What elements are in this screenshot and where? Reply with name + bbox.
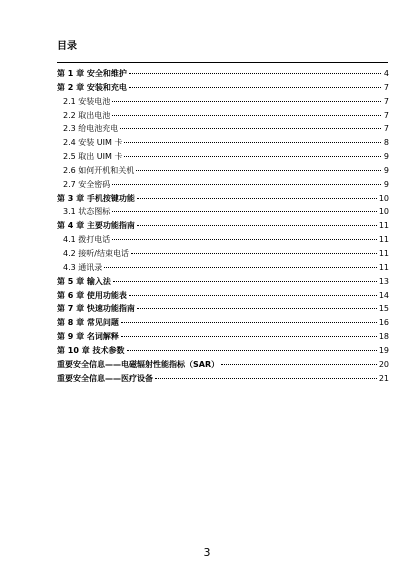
toc-entry-label: 第 3 章 手机按键功能 <box>57 193 135 203</box>
toc-chapter-entry <box>57 289 389 303</box>
toc-leader-dots <box>112 115 381 116</box>
toc-entry-label: 4.3 通讯录 <box>63 262 103 272</box>
toc-leader-dots <box>137 225 377 226</box>
toc-chapter-entry <box>57 344 389 358</box>
toc-entry-page: 7 <box>383 110 389 120</box>
toc-entry-label: 重要安全信息——电磁辐射性能指标（SAR） <box>57 359 220 369</box>
toc-chapter-entry <box>57 219 389 233</box>
toc-entry-page: 20 <box>378 359 389 369</box>
toc-entry-page: 9 <box>383 165 389 175</box>
toc-chapter-entry <box>57 372 389 386</box>
toc-entry-page: 11 <box>378 221 389 231</box>
toc-entry-page: 10 <box>378 207 389 217</box>
toc-leader-dots <box>121 336 377 337</box>
toc-entry-page: 7 <box>383 124 389 134</box>
toc-entry-page: 11 <box>378 248 389 258</box>
toc-leader-dots <box>136 170 381 171</box>
toc-entry-page: 19 <box>378 345 389 355</box>
toc-section-entry <box>57 109 389 123</box>
toc-chapter-entry <box>57 316 389 330</box>
toc-leader-dots <box>127 350 377 351</box>
toc-leader-dots <box>121 322 377 323</box>
toc-chapter-entry <box>57 67 389 81</box>
toc-entry-page: 18 <box>378 332 389 342</box>
toc-section-entry <box>57 136 389 150</box>
toc-entry-label: 2.6 如何开机和关机 <box>63 165 135 175</box>
toc-leader-dots <box>221 364 377 365</box>
toc-leader-dots <box>124 142 381 143</box>
toc-entry-label: 第 7 章 快速功能指南 <box>57 304 135 314</box>
toc-entry-page: 8 <box>383 138 389 148</box>
toc-entry-label: 第 4 章 主要功能指南 <box>57 221 135 231</box>
toc-entry-page: 9 <box>383 152 389 162</box>
toc-entry-label: 4.1 拨打电话 <box>63 235 111 245</box>
toc-section-entry <box>57 164 389 178</box>
toc-entry-page: 7 <box>383 96 389 106</box>
toc-leader-dots <box>112 184 381 185</box>
toc-leader-dots <box>112 101 381 102</box>
toc-leader-dots <box>124 156 381 157</box>
toc-entry-page: 16 <box>378 318 389 328</box>
toc-section-entry <box>57 178 389 192</box>
toc-entry-label: 2.4 安装 UIM 卡 <box>63 138 123 148</box>
toc-leader-dots <box>112 239 377 240</box>
toc-entry-page: 10 <box>378 193 389 203</box>
toc-section-entry <box>57 122 389 136</box>
toc-chapter-entry <box>57 81 389 95</box>
toc-entry-label: 第 6 章 使用功能表 <box>57 290 127 300</box>
toc-entry-label: 2.7 安全密码 <box>63 179 111 189</box>
toc-entry-label: 第 10 章 技术参数 <box>57 345 125 355</box>
toc-section-entry <box>57 150 389 164</box>
toc-entry-page: 15 <box>378 304 389 314</box>
toc-entry-page: 11 <box>378 235 389 245</box>
toc-leader-dots <box>129 295 377 296</box>
toc-leader-dots <box>131 253 377 254</box>
table-of-contents <box>57 67 389 385</box>
toc-chapter-entry <box>57 192 389 206</box>
toc-leader-dots <box>113 281 377 282</box>
toc-section-entry <box>57 205 389 219</box>
toc-chapter-entry <box>57 275 389 289</box>
toc-entry-label: 2.2 取出电池 <box>63 110 111 120</box>
toc-entry-page: 9 <box>383 179 389 189</box>
page-title: 目录 <box>57 41 77 52</box>
page-number: 3 <box>203 546 211 559</box>
toc-entry-label: 2.5 取出 UIM 卡 <box>63 152 123 162</box>
toc-entry-label: 第 9 章 名词解释 <box>57 332 119 342</box>
toc-entry-label: 第 1 章 安全和维护 <box>57 69 127 78</box>
toc-leader-dots <box>129 73 381 74</box>
toc-entry-label: 3.1 状态图标 <box>63 207 111 217</box>
toc-entry-label: 重要安全信息——医疗设备 <box>57 373 153 383</box>
toc-section-entry <box>57 233 389 247</box>
toc-leader-dots <box>137 198 377 199</box>
toc-entry-page: 14 <box>378 290 389 300</box>
title-rule <box>57 62 388 63</box>
toc-chapter-entry <box>57 330 389 344</box>
toc-section-entry <box>57 261 389 275</box>
toc-leader-dots <box>155 378 377 379</box>
toc-entry-label: 2.1 安装电池 <box>63 96 111 106</box>
toc-entry-label: 第 5 章 输入法 <box>57 276 111 286</box>
toc-entry-label: 第 2 章 安装和充电 <box>57 82 127 92</box>
toc-leader-dots <box>137 308 377 309</box>
toc-leader-dots <box>112 211 377 212</box>
toc-leader-dots <box>120 128 381 129</box>
toc-entry-page: 4 <box>383 69 389 78</box>
toc-entry-page: 13 <box>378 276 389 286</box>
toc-chapter-entry <box>57 358 389 372</box>
toc-entry-page: 21 <box>378 373 389 383</box>
toc-entry-page: 11 <box>378 262 389 272</box>
toc-leader-dots <box>129 87 381 88</box>
toc-entry-page: 7 <box>383 82 389 92</box>
toc-section-entry <box>57 95 389 109</box>
toc-entry-label: 第 8 章 常见问题 <box>57 318 119 328</box>
toc-section-entry <box>57 247 389 261</box>
toc-entry-label: 4.2 接听/结束电话 <box>63 248 129 258</box>
toc-entry-label: 2.3 给电池充电 <box>63 124 119 134</box>
toc-chapter-entry <box>57 302 389 316</box>
toc-leader-dots <box>104 267 377 268</box>
